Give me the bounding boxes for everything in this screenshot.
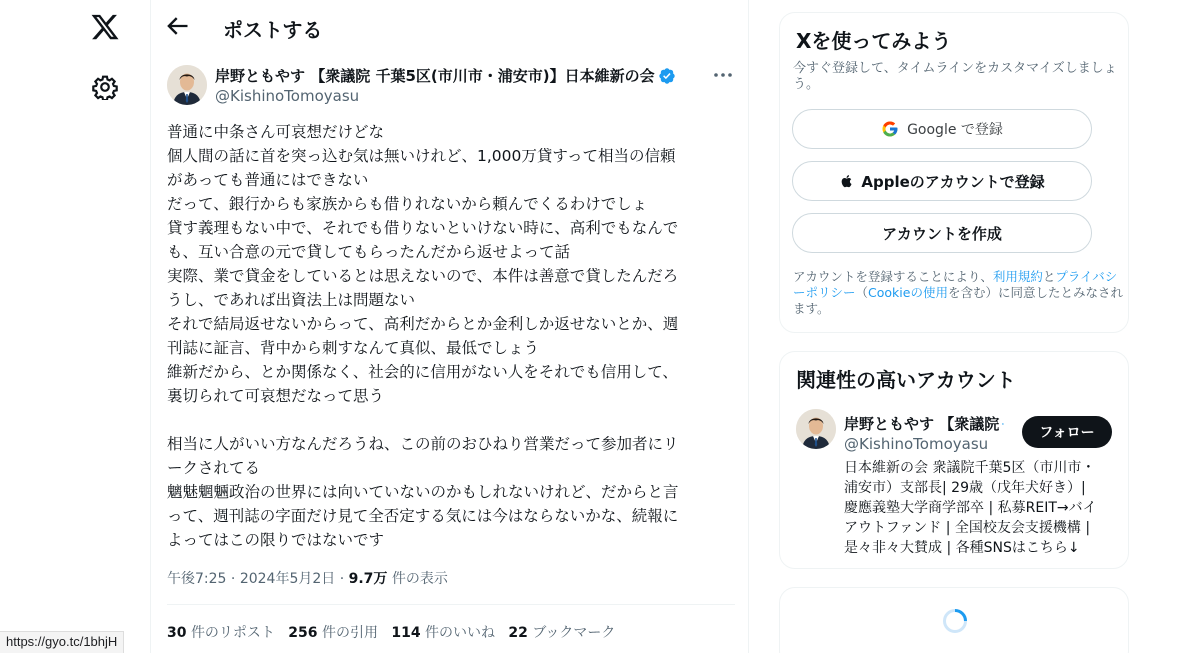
- legal-text: と: [1042, 269, 1056, 284]
- bookmarks-label[interactable]: ブックマーク: [532, 625, 616, 641]
- create-account-button[interactable]: [792, 213, 1092, 253]
- post-stats: [167, 622, 615, 642]
- post-text-line: 普通に中条さん可哀想だけどな: [167, 123, 385, 141]
- related-bio: [844, 458, 1119, 558]
- post-text-line: って、週刊誌の字面だけ見て全否定する気には今はならないかな、続報に: [167, 507, 679, 525]
- cookie-link[interactable]: Cookieの使用: [868, 285, 948, 300]
- meta-separator: ·: [230, 571, 236, 587]
- views-count: 9.7万: [348, 571, 388, 587]
- post-text-line: それで結局返せないからって、高利だからとか金利しか返せないとか、週: [167, 315, 679, 333]
- meta-separator: ·: [339, 571, 345, 587]
- bio-line: アウトファンド | 全国校友会支援機構 |: [844, 520, 1091, 536]
- signup-description: 今すぐ登録して、タイムラインをカスタマイズしましょう。: [793, 61, 1117, 92]
- legal-text: （: [855, 285, 869, 300]
- x-logo-icon[interactable]: [90, 12, 120, 42]
- signup-card: [779, 12, 1129, 333]
- arrow-left-icon[interactable]: [163, 12, 191, 40]
- post-time[interactable]: 午後7:25: [167, 571, 227, 587]
- google-signup-label: Google で登録: [907, 122, 1003, 138]
- more-dots-icon[interactable]: [711, 65, 735, 85]
- signup-title: Xを使ってみよう: [796, 29, 952, 53]
- related-accounts-card: [779, 351, 1129, 569]
- bookmarks-count[interactable]: 22: [508, 625, 528, 641]
- gear-icon[interactable]: [92, 74, 118, 100]
- related-name-row[interactable]: [844, 413, 1004, 434]
- post-text-line: 裏切られて可哀想だなって思う: [167, 387, 385, 405]
- post-text-line: うし、であれば出資法上は問題ない: [167, 291, 416, 309]
- views-label: 件の表示: [391, 571, 448, 587]
- loading-card: [779, 587, 1129, 653]
- reposts-count[interactable]: 30: [167, 625, 187, 641]
- post-detail-column: [150, 0, 749, 653]
- author-name[interactable]: 岸野ともやす 【衆議院 千葉5区(市川市・浦安市)】日本維新の会: [215, 67, 655, 85]
- post-text-line: 貸す義理もない中で、それでも借りないといけない時に、高利でもなんで: [167, 219, 679, 237]
- bio-line: 慶應義塾大学商学部卒 | 私募REIT→バイ: [844, 500, 1097, 516]
- follow-button[interactable]: フォロー: [1022, 416, 1112, 448]
- apple-signup-button[interactable]: [792, 161, 1092, 201]
- reposts-label[interactable]: 件のリポスト: [190, 625, 275, 641]
- post-text-line: 魑魅魍魎政治の世界には向いていないのかもしれないけれど、だからと言: [167, 483, 679, 501]
- google-icon: [881, 120, 899, 138]
- status-bar-url: https://gyo.tc/1bhjH: [0, 631, 124, 653]
- post-text-line: があっても普通にはできない: [167, 171, 369, 189]
- google-signup-button[interactable]: [792, 109, 1092, 149]
- verified-badge-icon: [658, 67, 676, 85]
- author-name-row[interactable]: [215, 65, 676, 86]
- bio-line: 日本維新の会 衆議院千葉5区（市川市・: [844, 460, 1096, 476]
- apple-icon: [839, 172, 855, 190]
- related-title: 関連性の高いアカウント: [796, 368, 1016, 392]
- likes-label[interactable]: 件のいいね: [425, 625, 496, 641]
- apple-signup-label: Appleのアカウントで登録: [861, 172, 1045, 191]
- create-account-label: アカウントを作成: [882, 224, 1002, 243]
- related-avatar[interactable]: [796, 409, 836, 449]
- post-text-line: よってはこの限りではないです: [167, 531, 385, 549]
- post-text-line: だって、銀行からも家族からも借りれないから頼んでくるわけでしょ: [167, 195, 648, 213]
- post-text-line: 実際、業で貸金をしているとは思えないので、本件は善意で貸したんだろ: [167, 267, 679, 285]
- bio-line: 浦安市）支部長| 29歳（戊年犬好き）|: [844, 480, 1086, 496]
- page-header: [151, 0, 749, 53]
- post-meta: [167, 568, 448, 588]
- verified-badge-icon: [1002, 415, 1004, 433]
- author-avatar[interactable]: [167, 65, 207, 105]
- author-handle[interactable]: @KishinoTomoyasu: [215, 87, 360, 105]
- left-nav: [0, 0, 150, 653]
- post-text-line: 維新だから、とか関係なく、社会的に信用がない人をそれでも信用して、: [167, 363, 678, 381]
- privacy-link[interactable]: プライバシーポリシー: [793, 269, 1118, 300]
- related-name[interactable]: 岸野ともやす 【衆議院: [844, 415, 1000, 433]
- related-handle[interactable]: @KishinoTomoyasu: [844, 435, 989, 453]
- bio-line: 是々非々大賛成 | 各種SNSはこちら↓: [844, 540, 1080, 556]
- post-text-line: ークされてる: [167, 459, 261, 477]
- likes-count[interactable]: 114: [391, 625, 421, 641]
- post-text: [167, 120, 737, 552]
- post-text-line: 相当に人がいい方なんだろうね、この前のおひねり営業だって参加者にリ: [167, 435, 679, 453]
- legal-text: を含む）に同意したとみなされます。: [793, 285, 1123, 316]
- quotes-label[interactable]: 件の引用: [321, 625, 378, 641]
- post-text-line: 刊誌に証言、背中から刺すなんて真似、最低でしょう: [167, 339, 540, 357]
- legal-text: アカウントを登録することにより、: [793, 269, 993, 284]
- post-text-line: [167, 408, 737, 432]
- legal-notice: [793, 269, 1123, 317]
- loading-spinner-icon: [942, 608, 968, 634]
- terms-link[interactable]: 利用規約: [992, 269, 1043, 284]
- post-text-line: 個人間の話に首を突っ込む気は無いけれど、1,000万貸すって相当の信頼: [167, 147, 676, 165]
- quotes-count[interactable]: 256: [288, 625, 318, 641]
- page-title: ポストする: [223, 18, 323, 42]
- divider: [167, 604, 735, 605]
- post-text-line: も、互い合意の元で貸してもらったんだから返せよって話: [167, 243, 571, 261]
- post-date[interactable]: 2024年5月2日: [239, 571, 336, 587]
